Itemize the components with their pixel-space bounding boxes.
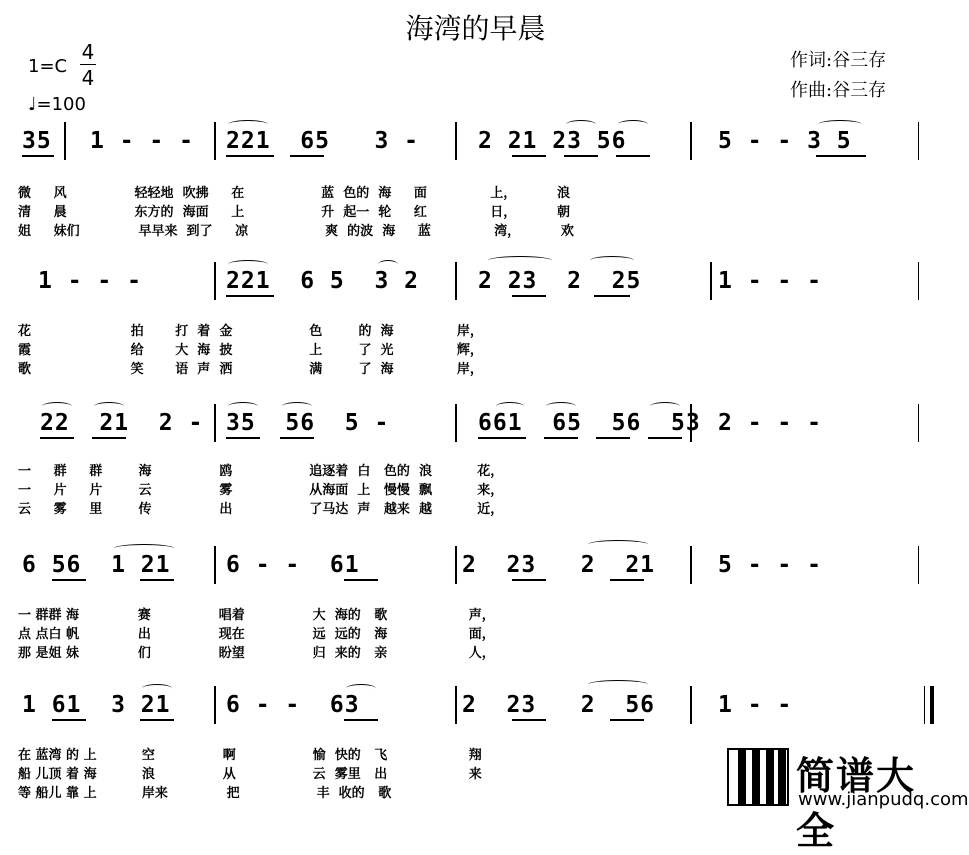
measure-notes: 2 - - - xyxy=(718,410,822,436)
score-row-3 xyxy=(18,404,933,534)
barline xyxy=(214,546,216,584)
barline xyxy=(918,262,919,300)
barline xyxy=(918,122,919,160)
beam xyxy=(290,155,324,157)
barline xyxy=(690,122,692,160)
site-logo xyxy=(728,745,969,853)
lyricist-credit: 作词:谷三存 xyxy=(790,50,887,71)
slur xyxy=(496,402,524,411)
lyric-verse-2: 清 晨 东方的 海面 上 升 起一 轮 红 日， 朝 xyxy=(18,205,570,220)
measure-notes: 2 23 2 25 xyxy=(478,268,642,294)
beam xyxy=(52,579,86,581)
beam xyxy=(564,155,598,157)
lyric-verse-1: 一 群群 海 赛 唱着 大 海的 歌 声， xyxy=(18,608,495,623)
time-signature-bottom: 4 xyxy=(81,66,95,90)
measure-notes: 1 - - - xyxy=(718,268,822,294)
measure-notes: 2 23 2 21 xyxy=(462,552,656,578)
beam xyxy=(816,155,866,157)
measure-notes: 1 - - - xyxy=(38,268,142,294)
measure-notes: 1 - - xyxy=(718,692,793,718)
measure-notes: 6 - - 61 xyxy=(226,552,360,578)
slur xyxy=(142,684,172,693)
slur xyxy=(588,680,648,689)
barline xyxy=(918,546,919,584)
measure-notes: 22 21 2 - xyxy=(40,410,204,436)
key-signature: 1=C xyxy=(28,56,68,77)
beam xyxy=(596,437,630,439)
beam xyxy=(648,437,682,439)
measure-notes: 2 23 2 56 xyxy=(462,692,656,718)
beam xyxy=(226,295,274,297)
lyric-verse-1: 在 蓝湾 的 上 空 啊 愉 快的 飞 翔 xyxy=(18,748,482,763)
beam xyxy=(512,579,546,581)
beam xyxy=(512,155,546,157)
beam xyxy=(140,719,174,721)
measure-notes: 1 - - - xyxy=(90,128,194,154)
lyric-verse-3: 等 船儿 靠 上 岸来 把 丰 收的 歌 xyxy=(18,786,392,801)
barline xyxy=(710,262,712,300)
time-signature-bar xyxy=(80,64,96,65)
slur xyxy=(546,402,576,411)
slur xyxy=(282,402,312,411)
lyric-verse-3: 姐 妹们 早早来 到了 凉 爽 的波 海 蓝 湾， 欢 xyxy=(18,224,574,239)
final-barline-thin xyxy=(924,686,925,724)
slur xyxy=(228,402,258,411)
measure-notes: 35 56 5 - xyxy=(226,410,390,436)
barline xyxy=(690,686,692,724)
measure-notes: 2 21 23 56 xyxy=(478,128,627,154)
measure-notes: 221 6 5 3 2 xyxy=(226,268,420,294)
beam xyxy=(52,719,86,721)
barline xyxy=(214,122,216,160)
beam xyxy=(22,155,54,157)
lyric-verse-2: 一 片 片 云 雾 从海面 上 慢慢 飘 来， xyxy=(18,483,504,498)
barline xyxy=(455,262,457,300)
barline xyxy=(455,686,457,724)
lyric-verse-2: 霞 给 大 海 披 上 了 光 辉， xyxy=(18,343,483,358)
beam xyxy=(544,437,578,439)
composer-credit: 作曲:谷三存 xyxy=(790,80,887,101)
barline xyxy=(455,404,457,442)
lyric-verse-2: 点 点白 帆 出 现在 远 远的 海 面， xyxy=(18,627,495,642)
piano-keys-icon xyxy=(728,749,788,805)
beam xyxy=(594,295,630,297)
barline xyxy=(214,262,216,300)
lyric-verse-1: 一 群 群 海 鸥 追逐着 白 色的 浪 花， xyxy=(18,464,504,479)
slur xyxy=(818,120,862,129)
lyric-verse-1: 微 风 轻轻地 吹拂 在 蓝 色的 海 面 上， 浪 xyxy=(18,186,570,201)
slur xyxy=(42,402,72,411)
measure-notes: 5 - - - xyxy=(718,552,822,578)
beam xyxy=(610,719,644,721)
measure-notes: 6 - - 63 xyxy=(226,692,360,718)
slur xyxy=(346,684,376,693)
slur xyxy=(228,120,268,129)
logo-url: www.jianpudq.com xyxy=(798,789,969,810)
tempo-marking: ♩=100 xyxy=(28,94,86,115)
score-title: 海湾的早晨 xyxy=(405,12,546,45)
beam xyxy=(610,579,644,581)
slur xyxy=(488,256,552,265)
barline xyxy=(690,546,692,584)
beam xyxy=(92,437,126,439)
logo-text: 简谱大全 xyxy=(796,754,917,853)
beam xyxy=(512,719,546,721)
time-signature-top: 4 xyxy=(81,40,95,64)
barline xyxy=(455,546,457,584)
barline xyxy=(64,122,66,160)
measure-notes: 6 56 1 21 xyxy=(22,552,171,578)
lyric-verse-3: 云 雾 里 传 出 了马达 声 越来 越 近， xyxy=(18,502,504,517)
lyric-verse-2: 船 儿顶 着 海 浪 从 云 雾里 出 来 xyxy=(18,767,482,782)
beam xyxy=(616,155,650,157)
beam xyxy=(344,719,378,721)
slur xyxy=(618,120,648,129)
lyric-verse-1: 花 拍 打 着 金 色 的 海 岸， xyxy=(18,324,483,339)
final-barline-thick xyxy=(930,686,934,724)
beam xyxy=(344,579,378,581)
measure-notes: 661 65 56 53 xyxy=(478,410,701,436)
measure-notes: 5 - - 3 5 xyxy=(718,128,852,154)
beam xyxy=(226,155,274,157)
measure-notes: 35 xyxy=(22,128,52,154)
beam xyxy=(280,437,314,439)
slur xyxy=(566,120,596,129)
barline xyxy=(455,122,457,160)
barline xyxy=(214,404,216,442)
slur xyxy=(378,260,398,269)
beam xyxy=(512,295,546,297)
barline xyxy=(918,404,919,442)
slur xyxy=(228,260,268,269)
slur xyxy=(114,544,174,553)
score-row-1 xyxy=(18,122,933,252)
score-row-2 xyxy=(18,262,933,392)
lyric-verse-3: 歌 笑 语 声 洒 满 了 海 岸， xyxy=(18,362,483,377)
beam xyxy=(40,437,74,439)
score-row-4 xyxy=(18,546,933,676)
barline xyxy=(214,686,216,724)
lyric-verse-3: 那 是姐 妹 们 盼望 归 来的 亲 人， xyxy=(18,646,495,661)
measure-notes: 1 61 3 21 xyxy=(22,692,171,718)
slur xyxy=(94,402,124,411)
slur xyxy=(590,256,634,265)
beam xyxy=(226,437,260,439)
measure-notes: 221 65 3 - xyxy=(226,128,420,154)
slur xyxy=(588,540,648,549)
beam xyxy=(478,437,526,439)
slur xyxy=(650,402,680,411)
beam xyxy=(140,579,174,581)
